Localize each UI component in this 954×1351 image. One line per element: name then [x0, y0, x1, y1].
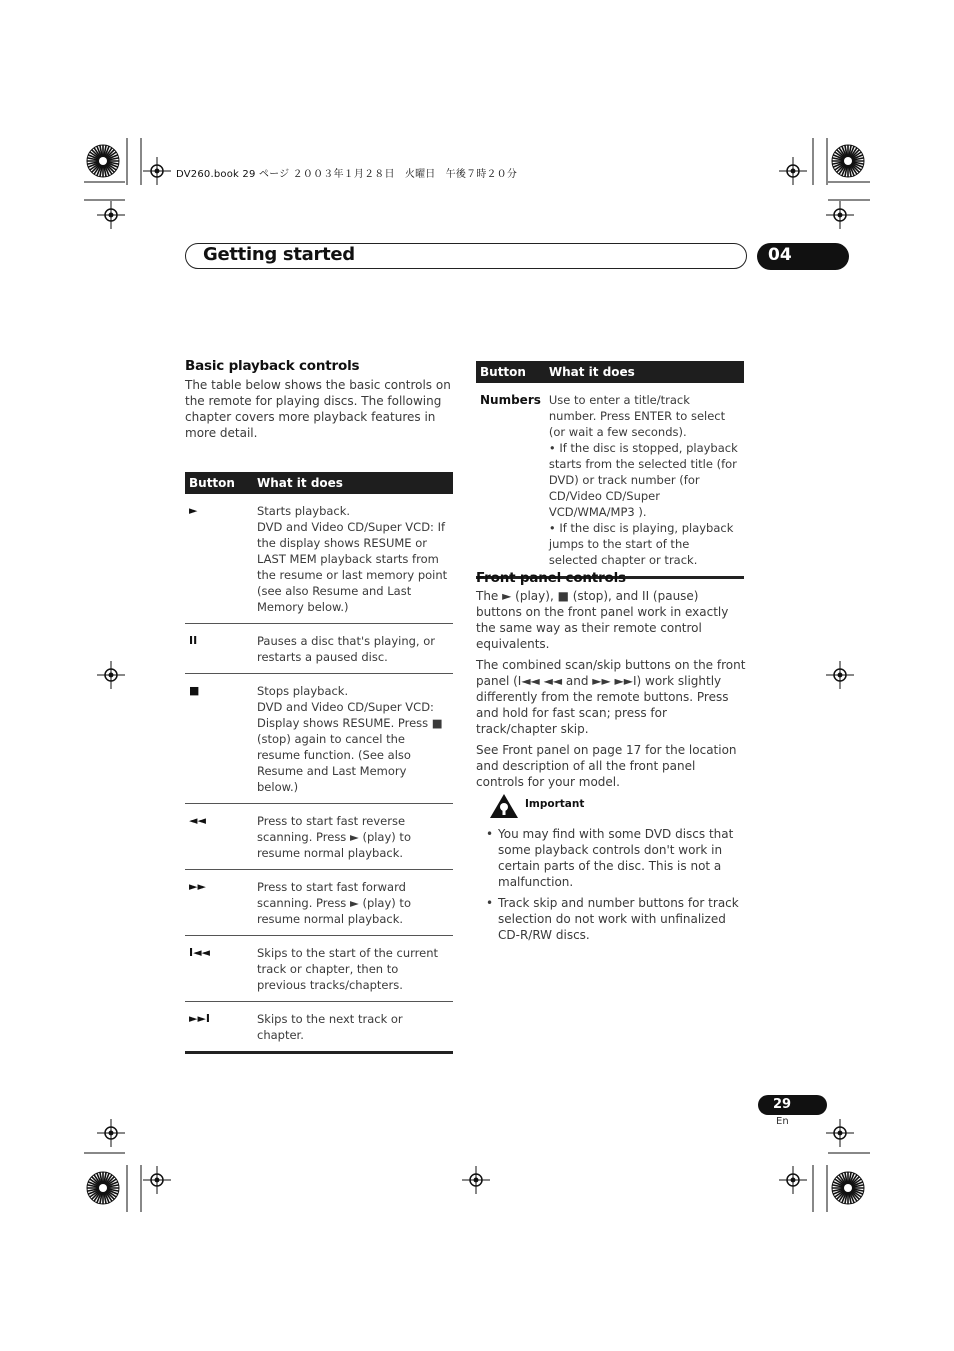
- stop-icon: ■: [185, 674, 253, 804]
- row-desc: Pauses a disc that's playing, or restarts a paused disc.: [253, 624, 453, 674]
- skip-next-icon: ►►I: [185, 1002, 253, 1053]
- front-panel-p2: The combined scan/skip buttons on the front panel (I◄◄ ◄◄ and ►► ►►I) work slightly differently from the remote buttons. Press and hold for fast scan; press for track/chapter skip.: [476, 658, 746, 736]
- table-row: [185, 804, 453, 870]
- chapter-number: 04: [768, 245, 792, 265]
- basic-heading: Basic playback controls: [185, 358, 360, 374]
- col-header-what: What it does: [545, 361, 744, 383]
- skip-previous-icon: I◄◄: [185, 936, 253, 1002]
- numbers-table: [476, 361, 744, 579]
- important-icon: [489, 793, 519, 819]
- fast-forward-icon: ►►: [185, 870, 253, 936]
- row-desc: Starts playback. DVD and Video CD/Super VCD: If the display shows RESUME or LAST MEM playback starts from the resume or last memory point (see also Resume and Last Memory below.): [257, 504, 448, 614]
- table-row: [185, 624, 453, 674]
- page-number-badge: [758, 1095, 827, 1115]
- table-row: [185, 494, 453, 624]
- rewind-icon: ◄◄: [185, 804, 253, 870]
- table-row: [185, 870, 453, 936]
- col-header-what: What it does: [253, 472, 453, 494]
- important-list: [486, 826, 746, 948]
- play-icon: ►: [189, 504, 198, 517]
- page-language: En: [776, 1116, 789, 1127]
- basic-controls-table: [185, 472, 453, 1054]
- front-panel-p3: See Front panel on page 17 for the location and description of all the front panel controls for your model.: [476, 743, 737, 789]
- table-row: [185, 674, 453, 804]
- list-item: • Track skip and number buttons for track selection do not work with unfinalized CD-R/RW discs.: [486, 895, 746, 943]
- pause-icon: II: [185, 624, 253, 674]
- page-title: Getting started: [203, 244, 355, 265]
- front-panel-text: [476, 588, 746, 790]
- table-row: [476, 383, 744, 578]
- list-item: • You may find with some DVD discs that some playback controls don't work in certain parts of the disc. This is not a malfunction.: [486, 826, 746, 890]
- print-info: DV260.book 29 ページ ２００３年１月２８日 火曜日 午後７時２０分: [176, 169, 518, 180]
- page-number: 29: [773, 1097, 792, 1112]
- row-desc: Use to enter a title/track number. Press ENTER to select (or wait a few seconds). • If the disc is stopped, playback starts from the selected title (for DVD) or track number (for CD/Video CD/Super VCD/WMA/MP3 ). • If the disc is playing, playback jumps to the start of the selected chapter or track.: [545, 383, 744, 578]
- front-panel-p1: The ► (play), ■ (stop), and II (pause) buttons on the front panel work in exactly the same way as their remote control equivalents.: [476, 589, 729, 651]
- table-row: [185, 1002, 453, 1053]
- row-desc: Press to start fast reverse scanning. Press ► (play) to resume normal playback.: [253, 804, 453, 870]
- row-desc: Skips to the start of the current track or chapter, then to previous tracks/chapters.: [253, 936, 453, 1002]
- row-desc: Skips to the next track or chapter.: [253, 1002, 453, 1053]
- important-label: Important: [525, 798, 585, 810]
- basic-intro: The table below shows the basic controls on the remote for playing discs. The following chapter covers more playback features in more detail.: [185, 378, 451, 440]
- col-header-button: Button: [476, 361, 545, 383]
- table-row: [185, 936, 453, 1002]
- col-header-button: Button: [185, 472, 253, 494]
- numbers-label: Numbers: [476, 383, 545, 578]
- row-desc: Press to start fast forward scanning. Press ► (play) to resume normal playback.: [253, 870, 453, 936]
- row-desc: Stops playback. DVD and Video CD/Super VCD: Display shows RESUME. Press ■ (stop) again to cancel the resume function. (See also Resume and Last Memory below.): [253, 674, 453, 804]
- front-panel-heading: Front panel controls: [476, 570, 626, 586]
